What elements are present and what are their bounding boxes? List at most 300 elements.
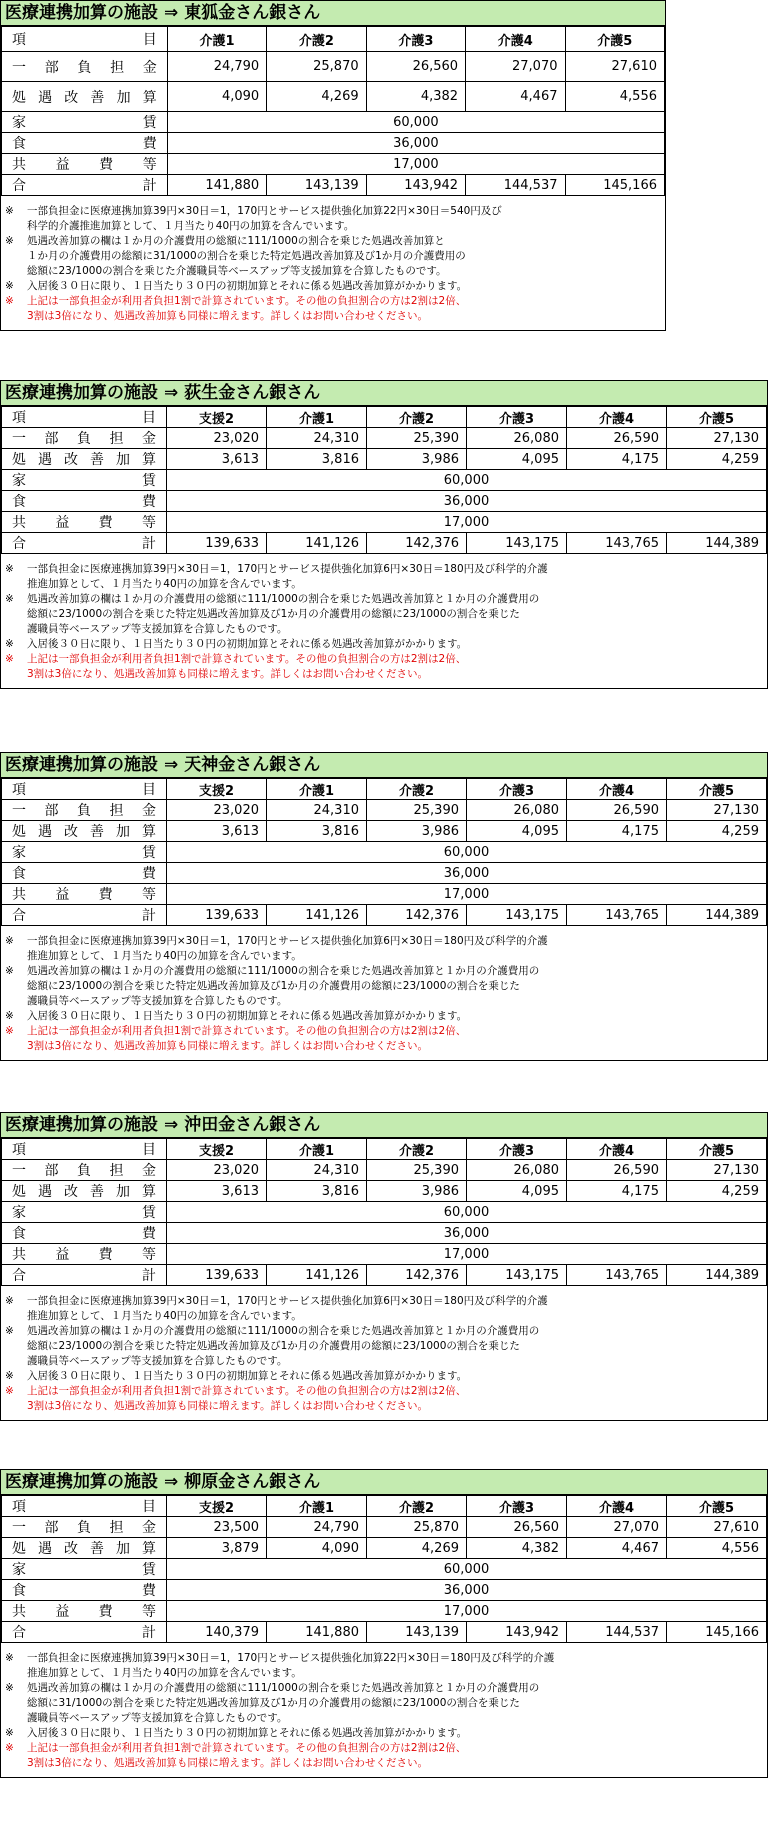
treatment-addition-value: 4,095 (467, 821, 567, 842)
header-row (2, 407, 767, 428)
facility-title (1, 1, 665, 26)
total-value: 144,537 (567, 1622, 667, 1643)
treatment-addition-value: 4,259 (667, 1181, 767, 1202)
food-cost-row (2, 133, 665, 154)
label-char: 処 (12, 1184, 26, 1200)
note-mark: ※ (5, 1010, 14, 1022)
facility-box (0, 380, 768, 689)
note-mark: ※ (5, 1682, 14, 1694)
note-mark: ※ (5, 235, 14, 247)
treatment-addition-value: 3,613 (167, 821, 267, 842)
food-cost-label (2, 863, 167, 884)
total-value: 141,880 (267, 1622, 367, 1643)
copay-value: 26,590 (567, 428, 667, 449)
rent-value: 60,000 (167, 112, 664, 133)
rent-label-chars (6, 842, 162, 862)
treatment-addition-value: 4,556 (565, 82, 665, 112)
note-item (5, 1726, 763, 1741)
treatment-addition-label (2, 449, 167, 470)
label-char: 等 (141, 1247, 156, 1263)
note-text: 入居後３０日に限り、１日当たり３０円の初期加算とそれに係る処遇改善加算がかかります。 (27, 1370, 468, 1382)
treatment-addition-label (2, 1538, 167, 1559)
label-char: 部 (44, 1520, 59, 1536)
total-row (2, 1265, 767, 1286)
label-char: 算 (142, 1541, 156, 1557)
treatment-addition-row (2, 821, 767, 842)
note-item (5, 592, 763, 637)
common-fee-value: 17,000 (167, 1601, 767, 1622)
label-char: 処 (12, 824, 26, 840)
label-char: 処 (12, 89, 26, 106)
label-char: 賃 (142, 845, 156, 861)
note-item (5, 279, 661, 294)
care-level-header: 支援2 (167, 1139, 267, 1160)
label-char: 遇 (38, 452, 52, 468)
label-char: 目 (142, 1499, 156, 1515)
note-item (5, 652, 763, 682)
treatment-addition-value: 4,095 (467, 1181, 567, 1202)
label-char: 家 (12, 115, 26, 131)
common-fee-row (2, 154, 665, 175)
copay-row (2, 1517, 767, 1538)
total-row (2, 533, 767, 554)
facility-name: 柳原金さん銀さん (184, 1472, 321, 1492)
note-text: 入居後３０日に限り、１日当たり３０円の初期加算とそれに係る処遇改善加算がかかります。 (27, 1010, 468, 1022)
treatment-addition-value: 4,382 (366, 82, 465, 112)
note-mark: ※ (5, 1325, 14, 1337)
note-mark: ※ (5, 638, 14, 650)
copay-value: 26,080 (467, 428, 567, 449)
label-char: 賃 (142, 115, 157, 131)
total-label (2, 1265, 167, 1286)
note-mark: ※ (5, 653, 14, 665)
food-cost-value: 36,000 (167, 863, 767, 884)
note-mark: ※ (5, 1025, 14, 1037)
rent-label (2, 1202, 167, 1223)
copay-value: 23,500 (167, 1517, 267, 1538)
treatment-addition-value: 4,259 (667, 821, 767, 842)
arrow-icon: ⇒ (164, 1472, 179, 1492)
care-level-header: 介護3 (467, 1496, 567, 1517)
label-char: 計 (142, 1625, 156, 1641)
label-char: 善 (90, 89, 105, 106)
common-fee-row (2, 512, 767, 533)
copay-value: 26,560 (366, 52, 465, 82)
total-label-chars (6, 905, 162, 925)
total-value: 145,166 (565, 175, 665, 196)
food-cost-row (2, 491, 767, 512)
note-text: 入居後３０日に限り、１日当たり３０円の初期加算とそれに係る処遇改善加算がかかります。 (27, 1727, 468, 1739)
label-char: 益 (55, 1604, 70, 1620)
label-char: 負 (77, 1520, 91, 1536)
label-char: 家 (12, 473, 26, 489)
label-char: 加 (116, 89, 131, 106)
arrow-icon: ⇒ (164, 383, 179, 403)
facility-section (0, 1112, 768, 1421)
label-char: 改 (64, 824, 78, 840)
note-text: 一部負担金に医療連携加算39円×30日＝1，170円とサービス提供強化加算6円×30日＝180円及び科学的介護 推進加算として、１月当たり40円の加算を含んでいます。 (27, 935, 548, 962)
note-item (5, 234, 661, 279)
total-value: 140,379 (167, 1622, 267, 1643)
note-mark: ※ (5, 935, 14, 947)
treatment-addition-label-chars (6, 449, 162, 469)
header-row (2, 27, 665, 52)
food-cost-label-chars (6, 491, 162, 511)
label-char: 加 (116, 452, 130, 468)
common-fee-label-chars (6, 512, 162, 532)
copay-value: 24,790 (267, 1517, 367, 1538)
total-label-chars (6, 175, 163, 195)
note-text: 上記は一部負担金が利用者負担1割で計算されています。その他の負担割合の方は2割は2倍、 3割は3倍になり、処遇改善加算も同様に増えます。詳しくはお問い合わせください。 (27, 653, 467, 680)
care-level-header: 支援2 (167, 407, 267, 428)
care-level-header: 介護4 (567, 407, 667, 428)
label-char: 改 (64, 452, 78, 468)
note-mark: ※ (5, 1385, 14, 1397)
label-char: 費 (142, 494, 156, 510)
item-header (2, 407, 167, 428)
label-char: 算 (142, 452, 156, 468)
label-char: 一 (12, 59, 26, 76)
label-char: 担 (110, 59, 125, 76)
copay-label (2, 1160, 167, 1181)
label-char: 処 (12, 452, 26, 468)
note-text: 一部負担金に医療連携加算39円×30日＝1，170円とサービス提供強化加算6円×30日＝180円及び科学的介護 推進加算として、１月当たり40円の加算を含んでいます。 (27, 1295, 548, 1322)
label-char: 目 (142, 32, 157, 48)
treatment-addition-row (2, 449, 767, 470)
total-label (2, 1622, 167, 1643)
label-char: 計 (142, 536, 156, 552)
label-char: 部 (44, 803, 59, 819)
total-label (2, 905, 167, 926)
arrow-icon: ⇒ (164, 755, 179, 775)
note-item (5, 1294, 763, 1324)
note-mark: ※ (5, 593, 14, 605)
care-level-header: 支援2 (167, 779, 267, 800)
label-char: 益 (55, 157, 70, 173)
rent-row (2, 1202, 767, 1223)
care-level-header: 介護1 (267, 1139, 367, 1160)
food-cost-label (2, 491, 167, 512)
note-text: 処遇改善加算の欄は１か月の介護費用の総額に111/1000の割合を乗じた処遇改善加算と１か月の介護費用の 総額に31/1000の割合を乗じた特定処遇改善加算及び1か月の介護費用の総額に23/1000の割合を乗じた 護職員等ベースアップ等支援加算を合算したものです。 (27, 1682, 540, 1724)
label-char: 担 (109, 1163, 124, 1179)
facility-section (0, 1469, 768, 1778)
note-text: 処遇改善加算の欄は１か月の介護費用の総額に111/1000の割合を乗じた処遇改善加算と１か月の介護費用の 総額に23/1000の割合を乗じた特定処遇改善加算及び1か月の介護費用の総額に23/1000の割合を乗じた 護職員等ベースアップ等支援加算を合算したものです。 (27, 965, 540, 1007)
copay-label (2, 52, 168, 82)
copay-value: 27,070 (466, 52, 565, 82)
arrow-icon: ⇒ (164, 1115, 179, 1135)
label-char: 負 (77, 1163, 91, 1179)
fee-table (1, 26, 665, 196)
note-item (5, 204, 661, 234)
food-cost-label-chars (6, 863, 162, 883)
total-value: 142,376 (367, 533, 467, 554)
rent-label (2, 470, 167, 491)
note-item (5, 637, 763, 652)
label-char: 処 (12, 1541, 26, 1557)
label-char: 算 (142, 89, 157, 106)
facility-box (0, 0, 666, 331)
copay-label (2, 428, 167, 449)
care-level-header: 介護3 (366, 27, 465, 52)
total-label-chars (6, 1265, 162, 1285)
label-char: 食 (12, 1226, 26, 1242)
note-item (5, 934, 763, 964)
total-value: 139,633 (167, 533, 267, 554)
copay-value: 24,790 (167, 52, 266, 82)
copay-row (2, 52, 665, 82)
food-cost-label-chars (6, 1580, 162, 1600)
note-item (5, 1369, 763, 1384)
copay-value: 25,870 (367, 1517, 467, 1538)
note-item (5, 294, 661, 324)
note-item (5, 1741, 763, 1771)
item-header-chars (6, 779, 162, 799)
label-char: 遇 (38, 1184, 52, 1200)
copay-value: 26,590 (567, 1160, 667, 1181)
note-mark: ※ (5, 295, 14, 307)
treatment-addition-value: 3,816 (267, 449, 367, 470)
treatment-addition-value: 4,269 (367, 1538, 467, 1559)
note-text: 上記は一部負担金が利用者負担1割で計算されています。その他の負担割合の方は2割は2倍、 3割は3倍になり、処遇改善加算も同様に増えます。詳しくはお問い合わせください。 (27, 295, 467, 322)
total-value: 143,765 (567, 1265, 667, 1286)
label-char: 益 (55, 1247, 70, 1263)
common-fee-label (2, 154, 168, 175)
treatment-addition-value: 4,175 (567, 821, 667, 842)
total-value: 143,765 (567, 905, 667, 926)
label-char: 善 (90, 824, 104, 840)
rent-label (2, 842, 167, 863)
label-char: 一 (12, 1520, 26, 1536)
title-prefix: 医療連携加算の施設 (5, 1472, 158, 1492)
label-char: 計 (142, 178, 157, 194)
label-char: 共 (12, 1247, 26, 1263)
treatment-addition-value: 3,816 (267, 1181, 367, 1202)
care-level-header: 介護5 (667, 779, 767, 800)
treatment-addition-value: 4,382 (467, 1538, 567, 1559)
label-char: 金 (142, 1163, 156, 1179)
rent-value: 60,000 (167, 470, 767, 491)
label-char: 部 (44, 59, 59, 76)
common-fee-label (2, 512, 167, 533)
care-level-header: 介護2 (267, 27, 366, 52)
note-text: 処遇改善加算の欄は１か月の介護費用の総額に111/1000の割合を乗じた処遇改善加算と１か月の介護費用の 総額に23/1000の割合を乗じた特定処遇改善加算及び1か月の介護費用の総額に23/1000の割合を乗じた 護職員等ベースアップ等支援加算を合算したものです。 (27, 593, 540, 635)
total-value: 143,139 (267, 175, 366, 196)
arrow-icon: ⇒ (164, 3, 179, 23)
facility-box (0, 752, 768, 1061)
treatment-addition-value: 4,467 (466, 82, 565, 112)
title-prefix: 医療連携加算の施設 (5, 383, 158, 403)
care-level-header: 介護5 (667, 1139, 767, 1160)
rent-label-chars (6, 470, 162, 490)
label-char: 金 (142, 59, 157, 76)
common-fee-label-chars (6, 884, 162, 904)
copay-value: 27,130 (667, 800, 767, 821)
copay-value: 26,080 (467, 800, 567, 821)
label-char: 善 (90, 1184, 104, 1200)
label-char: 部 (44, 431, 59, 447)
header-row (2, 1139, 767, 1160)
label-char: 遇 (38, 1541, 52, 1557)
copay-row (2, 428, 767, 449)
label-char: 費 (98, 515, 113, 531)
notes-block (1, 554, 767, 688)
label-char: 賃 (142, 1205, 156, 1221)
label-char: 計 (142, 908, 156, 924)
label-char: 共 (12, 157, 26, 173)
copay-value: 24,310 (267, 1160, 367, 1181)
treatment-addition-value: 3,613 (167, 449, 267, 470)
note-mark: ※ (5, 1742, 14, 1754)
copay-value: 26,560 (467, 1517, 567, 1538)
food-cost-value: 36,000 (167, 1223, 767, 1244)
label-char: 費 (142, 1226, 156, 1242)
treatment-addition-row (2, 1538, 767, 1559)
care-level-header: 介護2 (367, 1496, 467, 1517)
note-text: 入居後３０日に限り、１日当たり３０円の初期加算とそれに係る処遇改善加算がかかります。 (27, 638, 468, 650)
rent-label-chars (6, 112, 163, 132)
label-char: 家 (12, 1562, 26, 1578)
label-char: 費 (142, 1583, 156, 1599)
food-cost-value: 36,000 (167, 1580, 767, 1601)
fee-table (1, 1495, 767, 1643)
total-row (2, 175, 665, 196)
care-level-header: 支援2 (167, 1496, 267, 1517)
title-prefix: 医療連携加算の施設 (5, 1115, 158, 1135)
treatment-addition-value: 4,175 (567, 449, 667, 470)
label-char: 合 (12, 178, 26, 194)
label-char: 善 (90, 1541, 104, 1557)
total-value: 144,389 (667, 905, 767, 926)
label-char: 算 (142, 824, 156, 840)
item-header-chars (6, 407, 162, 427)
copay-label-chars (6, 1160, 162, 1180)
label-char: 加 (116, 1541, 130, 1557)
copay-label-chars (6, 1517, 162, 1537)
total-value: 141,126 (267, 905, 367, 926)
fee-table (1, 1138, 767, 1286)
treatment-addition-label-chars (6, 1181, 162, 1201)
facility-name: 沖田金さん銀さん (184, 1115, 321, 1135)
total-value: 143,175 (467, 905, 567, 926)
label-char: 改 (64, 89, 79, 106)
common-fee-row (2, 1601, 767, 1622)
fee-table (1, 778, 767, 926)
total-value: 144,537 (466, 175, 565, 196)
copay-value: 25,870 (267, 52, 366, 82)
note-item (5, 562, 763, 592)
label-char: 賃 (142, 1562, 156, 1578)
copay-row (2, 800, 767, 821)
label-char: 計 (142, 1268, 156, 1284)
label-char: 家 (12, 1205, 26, 1221)
facility-title (1, 753, 767, 778)
treatment-addition-value: 4,090 (267, 1538, 367, 1559)
label-char: 善 (90, 452, 104, 468)
total-value: 144,389 (667, 533, 767, 554)
note-mark: ※ (5, 1652, 14, 1664)
common-fee-value: 17,000 (167, 884, 767, 905)
label-char: 項 (12, 1142, 26, 1158)
label-char: 合 (12, 1625, 26, 1641)
common-fee-row (2, 1244, 767, 1265)
facility-title (1, 1113, 767, 1138)
note-mark: ※ (5, 1727, 14, 1739)
copay-value: 27,130 (667, 428, 767, 449)
treatment-addition-row (2, 82, 665, 112)
care-level-header: 介護5 (565, 27, 665, 52)
label-char: 一 (12, 1163, 26, 1179)
copay-label (2, 800, 167, 821)
treatment-addition-value: 4,259 (667, 449, 767, 470)
note-item (5, 1384, 763, 1414)
label-char: 加 (116, 1184, 130, 1200)
item-header-chars (6, 1496, 162, 1516)
care-level-header: 介護3 (467, 1139, 567, 1160)
label-char: 等 (142, 157, 157, 173)
notes-block (1, 1643, 767, 1777)
rent-label-chars (6, 1559, 162, 1579)
copay-value: 25,390 (367, 1160, 467, 1181)
label-char: 等 (141, 515, 156, 531)
label-char: 負 (77, 803, 91, 819)
care-level-header: 介護1 (267, 779, 367, 800)
item-header (2, 27, 168, 52)
item-header (2, 779, 167, 800)
copay-row (2, 1160, 767, 1181)
label-char: 改 (64, 1184, 78, 1200)
facility-section (0, 752, 768, 1061)
food-cost-row (2, 863, 767, 884)
label-char: 目 (142, 410, 156, 426)
item-header-chars (6, 29, 163, 49)
note-mark: ※ (5, 965, 14, 977)
note-item (5, 1009, 763, 1024)
label-char: 等 (141, 1604, 156, 1620)
food-cost-row (2, 1580, 767, 1601)
total-value: 139,633 (167, 1265, 267, 1286)
note-text: 処遇改善加算の欄は１か月の介護費用の総額に111/1000の割合を乗じた処遇改善加算と１か月の介護費用の 総額に23/1000の割合を乗じた特定処遇改善加算及び1か月の介護費用の総額に23/1000の割合を乗じた 護職員等ベースアップ等支援加算を合算したものです。 (27, 1325, 540, 1367)
total-value: 141,126 (267, 533, 367, 554)
food-cost-value: 36,000 (167, 491, 767, 512)
rent-row (2, 470, 767, 491)
common-fee-label-chars (6, 1244, 162, 1264)
note-text: 入居後３０日に限り、１日当たり３０円の初期加算とそれに係る処遇改善加算がかかります。 (27, 280, 468, 292)
care-level-header: 介護3 (467, 779, 567, 800)
facility-section (0, 0, 666, 331)
facility-section (0, 380, 768, 689)
facility-name: 東狐金さん銀さん (184, 3, 321, 23)
label-char: 金 (142, 1520, 156, 1536)
copay-value: 23,020 (167, 428, 267, 449)
treatment-addition-value: 4,090 (167, 82, 266, 112)
note-item (5, 1681, 763, 1726)
care-level-header: 介護2 (367, 407, 467, 428)
label-char: 家 (12, 845, 26, 861)
total-label-chars (6, 533, 162, 553)
note-item (5, 964, 763, 1009)
label-char: 目 (142, 1142, 156, 1158)
total-value: 144,389 (667, 1265, 767, 1286)
rent-label (2, 1559, 167, 1580)
copay-value: 25,390 (367, 800, 467, 821)
label-char: 益 (55, 887, 70, 903)
label-char: 担 (109, 1520, 124, 1536)
facility-box (0, 1469, 768, 1778)
facility-name: 天神金さん銀さん (184, 755, 321, 775)
note-item (5, 1651, 763, 1681)
total-label (2, 533, 167, 554)
common-fee-label-chars (6, 154, 163, 174)
